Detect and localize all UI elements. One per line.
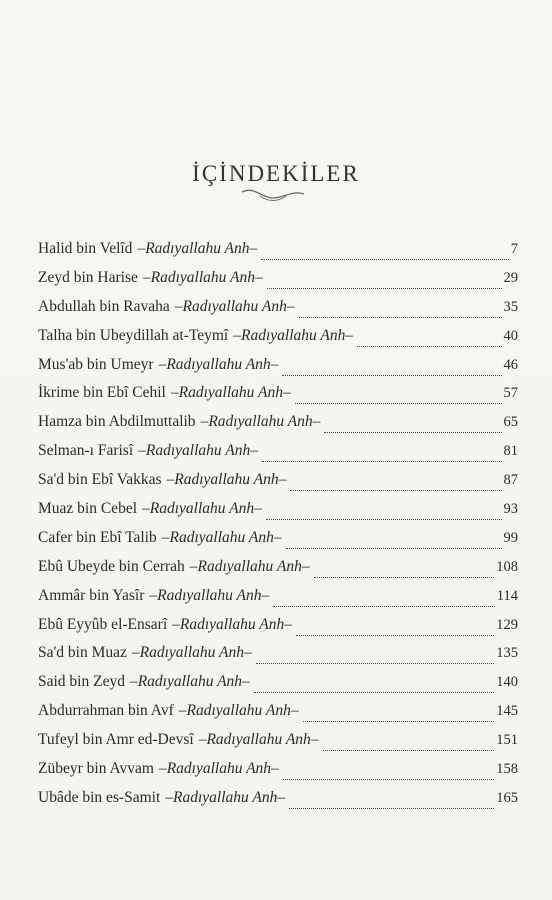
toc-entry-name: Ebû Eyyûb el-Ensarî — [38, 615, 168, 633]
dot-leader — [267, 288, 502, 289]
page-title: İÇİNDEKİLER — [192, 161, 360, 187]
toc-entry-honorific: –Radıyallahu Anh– — [174, 297, 295, 315]
toc-entry — [38, 356, 518, 385]
toc-entry-honorific: –Radıyallahu Anh– — [200, 413, 321, 431]
toc-entry — [38, 384, 518, 413]
dot-leader — [282, 375, 501, 376]
toc-entry-name: Said bin Zeyd — [38, 673, 125, 691]
toc-entry-honorific: –Radıyallahu Anh– — [172, 615, 292, 633]
dot-leader — [324, 432, 501, 433]
toc-entry-honorific: –Radıyallahu Anh– — [189, 557, 310, 575]
toc-entry — [38, 558, 518, 587]
toc-entry-honorific: –Radıyallahu Anh– — [178, 702, 299, 720]
toc-entry — [38, 500, 518, 529]
toc-entry — [38, 240, 518, 269]
toc-entry — [38, 442, 518, 471]
toc-entry-honorific: –Radıyallahu Anh– — [158, 355, 279, 373]
toc-entry-name: Abdurrahman bin Avf — [38, 702, 174, 720]
toc-entry-name: Abdullah bin Ravaha — [38, 297, 170, 315]
dot-leader — [283, 779, 494, 780]
toc-page-number: 7 — [510, 241, 518, 257]
toc-page-number: 158 — [496, 761, 518, 778]
toc-entry-name: Zeyd bin Harise — [38, 268, 138, 286]
dot-leader — [303, 721, 495, 722]
flourish-ornament-icon — [240, 184, 306, 206]
toc-entry-honorific: –Radıyallahu Anh– — [158, 760, 279, 778]
toc-page-number: 57 — [503, 385, 518, 402]
toc-entry-honorific: –Radıyallahu Anh– — [233, 326, 354, 344]
toc-entry-name: Talha bin Ubeydillah at-Teymî — [38, 326, 229, 344]
toc-page-number: 40 — [503, 327, 518, 344]
toc-entry — [38, 760, 518, 789]
dot-leader — [256, 663, 495, 664]
toc-entry-name: Ammâr bin Yasîr — [38, 586, 145, 604]
toc-page-number: 35 — [503, 298, 518, 315]
toc-page-number: 140 — [496, 674, 518, 691]
toc-entry-name: Zübeyr bin Avvam — [38, 760, 154, 778]
toc-entry — [38, 644, 518, 673]
toc-entry — [38, 269, 518, 298]
toc-page-number: 165 — [496, 789, 518, 806]
toc-page-number: 151 — [496, 732, 518, 749]
toc-page-number: 145 — [496, 703, 518, 720]
dot-leader — [296, 635, 494, 636]
toc-entry — [38, 731, 518, 760]
toc-entry-honorific: –Radıyallahu Anh– — [165, 788, 286, 806]
dot-leader — [323, 750, 495, 751]
toc-entry-honorific: –Radıyallahu Anh– — [137, 240, 258, 257]
toc-entry — [38, 587, 518, 616]
toc-page-number: 93 — [503, 501, 518, 518]
toc-entry-name: Ebû Ubeyde bin Cerrah — [38, 557, 185, 575]
toc-entry-name: Sa'd bin Muaz — [38, 644, 127, 662]
toc-page-number: 108 — [496, 558, 518, 575]
dot-leader — [290, 490, 501, 491]
dot-leader — [299, 317, 502, 318]
toc-page-number: 29 — [503, 269, 518, 286]
dot-leader — [262, 461, 502, 462]
toc-page-number: 99 — [503, 529, 518, 546]
toc-entry — [38, 702, 518, 731]
dot-leader — [295, 403, 502, 404]
toc-entry-name: Selman-ı Farisî — [38, 442, 134, 460]
toc-entry — [38, 529, 518, 558]
toc-entry — [38, 616, 518, 645]
dot-leader — [314, 577, 495, 578]
toc-entry — [38, 327, 518, 356]
toc-page-number: 81 — [503, 443, 518, 460]
toc-entry-honorific: –Radıyallahu Anh– — [166, 471, 287, 489]
toc-page-number: 114 — [496, 587, 518, 604]
toc-entry-honorific: –Radıyallahu Anh– — [142, 500, 262, 518]
toc-entry-name: Mus'ab bin Umeyr — [38, 355, 154, 373]
toc-entry — [38, 471, 518, 500]
toc-entry-honorific: –Radıyallahu Anh– — [138, 442, 258, 460]
toc-entry-honorific: –Radıyallahu Anh– — [149, 586, 270, 604]
toc-entry-name: Halid bin Velîd — [38, 240, 133, 257]
dot-leader — [357, 346, 501, 347]
toc-page-number: 46 — [503, 356, 518, 373]
toc-entry — [38, 673, 518, 702]
table-of-contents — [38, 240, 518, 818]
toc-entry-honorific: –Radıyallahu Anh– — [170, 384, 291, 402]
dot-leader — [286, 548, 502, 549]
toc-entry — [38, 413, 518, 442]
toc-page-number: 87 — [503, 472, 518, 489]
toc-page-number: 135 — [496, 645, 518, 662]
toc-page-number: 65 — [503, 414, 518, 431]
toc-entry-honorific: –Radıyallahu Anh– — [161, 528, 282, 546]
toc-entry-name: Tufeyl bin Amr ed-Devsî — [38, 731, 194, 749]
toc-entry-honorific: –Radıyallahu Anh– — [129, 673, 250, 691]
toc-entry-name: Hamza bin Abdilmuttalib — [38, 413, 196, 431]
toc-entry — [38, 789, 518, 818]
dot-leader — [289, 808, 494, 809]
toc-page-number: 129 — [496, 616, 518, 633]
dot-leader — [273, 606, 495, 607]
toc-entry-name: İkrime bin Ebî Cehil — [38, 384, 166, 402]
toc-entry-name: Muaz bin Cebel — [38, 500, 138, 518]
toc-entry-honorific: –Radıyallahu Anh– — [198, 731, 319, 749]
toc-entry-name: Cafer bin Ebî Talib — [38, 528, 157, 546]
dot-leader — [261, 259, 508, 260]
toc-entry-name: Ubâde bin es-Samit — [38, 788, 161, 806]
toc-entry-honorific: –Radıyallahu Anh– — [142, 268, 263, 286]
dot-leader — [254, 692, 494, 693]
toc-entry — [38, 298, 518, 327]
dot-leader — [266, 519, 502, 520]
toc-entry-name: Sa'd bin Ebî Vakkas — [38, 471, 162, 489]
toc-entry-honorific: –Radıyallahu Anh– — [131, 644, 252, 662]
